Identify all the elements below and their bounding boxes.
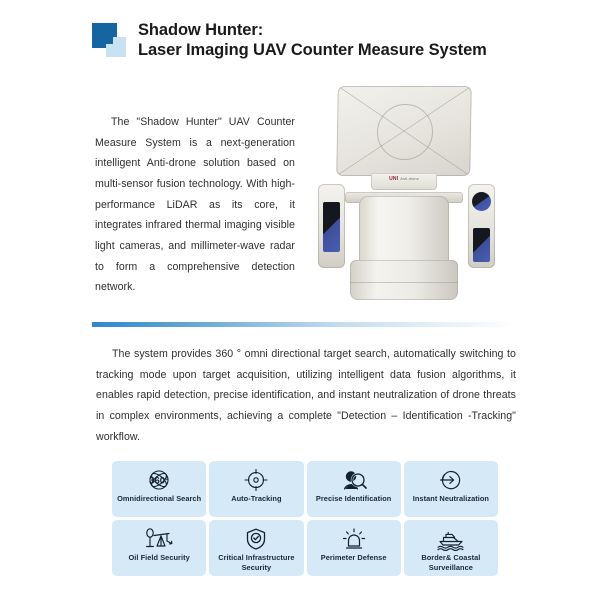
siren-beacon-icon [340, 525, 368, 553]
orbit-360-icon-text: 360° [149, 475, 169, 487]
intro-paragraph: The "Shadow Hunter" UAV Counter Measure System is a next-generation intelligent Anti-drone solution based on multi-sensor fusion technology. With high-performance LiDAR as its core, it integrates infrared thermal imaging visible light cameras, and millimeter-wave radar to form a comprehensive detection network. [95, 116, 295, 294]
sensor-lens-circle-right [472, 192, 491, 211]
crosshair-target-icon [243, 466, 269, 494]
device-brand-subtext: Anti-drone [400, 177, 419, 181]
device-illustration [310, 84, 510, 306]
device-brand-text: UNI [389, 176, 399, 182]
radar-panel [336, 86, 472, 176]
sensor-lens-rect-right [473, 228, 490, 262]
magnifier-person-icon [340, 466, 368, 494]
device-sensor-pod-right [468, 184, 495, 268]
shield-check-icon [244, 525, 268, 553]
arrow-into-circle-icon [438, 466, 464, 494]
feature-card-precise-identification[interactable] [307, 461, 401, 517]
orbit-360-icon [144, 466, 174, 494]
feature-card-perimeter-defense[interactable] [307, 520, 401, 576]
feature-card-omnidirectional-search[interactable] [112, 461, 206, 517]
boat-waves-icon [436, 525, 466, 553]
feature-label: Auto-Tracking [231, 494, 282, 503]
feature-card-auto-tracking[interactable] [209, 461, 303, 517]
device-turret-drum [359, 196, 449, 268]
feature-label: Border& Coastal Surveillance [421, 553, 481, 572]
section-divider [92, 322, 516, 327]
page-title [138, 20, 487, 60]
device-brand-label [376, 176, 432, 182]
feature-label: Instant Neutralization [412, 494, 489, 503]
feature-label: Oil Field Security [128, 553, 190, 562]
body-paragraph: The system provides 360 ° omni directional target search, automatically switching to tracking mode upon target acquisition, utilizing intelligent data fusion algorithms, it enables rapid detection, precise identification, and instant neutralization of drone threats in complex environments, achieving a complete "Detection – Identification -Tracking" workflow. [96, 348, 516, 443]
feature-label: Perimeter Defense [320, 553, 387, 562]
page-title-line-2: Laser Imaging UAV Counter Measure System [138, 41, 487, 60]
device-base [350, 260, 458, 300]
device-sensor-pod-left [318, 184, 345, 268]
radar-panel-circle [376, 104, 433, 160]
oil-pump-jack-icon [143, 525, 175, 553]
page-title-line-1: Shadow Hunter: [138, 21, 264, 39]
feature-card-border-coastal-surveillance[interactable] [404, 520, 498, 576]
feature-card-critical-infrastructure-security[interactable] [209, 520, 303, 576]
sensor-lens-rect-left [323, 202, 340, 252]
two-squares-logo-icon [92, 23, 126, 57]
feature-card-oil-field-security[interactable] [112, 520, 206, 576]
feature-card-instant-neutralization[interactable] [404, 461, 498, 517]
feature-label: Precise Identification [315, 494, 392, 503]
logo-dark-square-overlay [92, 23, 113, 44]
feature-label: Omnidirectional Search [117, 494, 202, 503]
feature-label: Critical Infrastructure Security [218, 553, 295, 572]
header [92, 20, 487, 60]
feature-grid [112, 461, 498, 576]
